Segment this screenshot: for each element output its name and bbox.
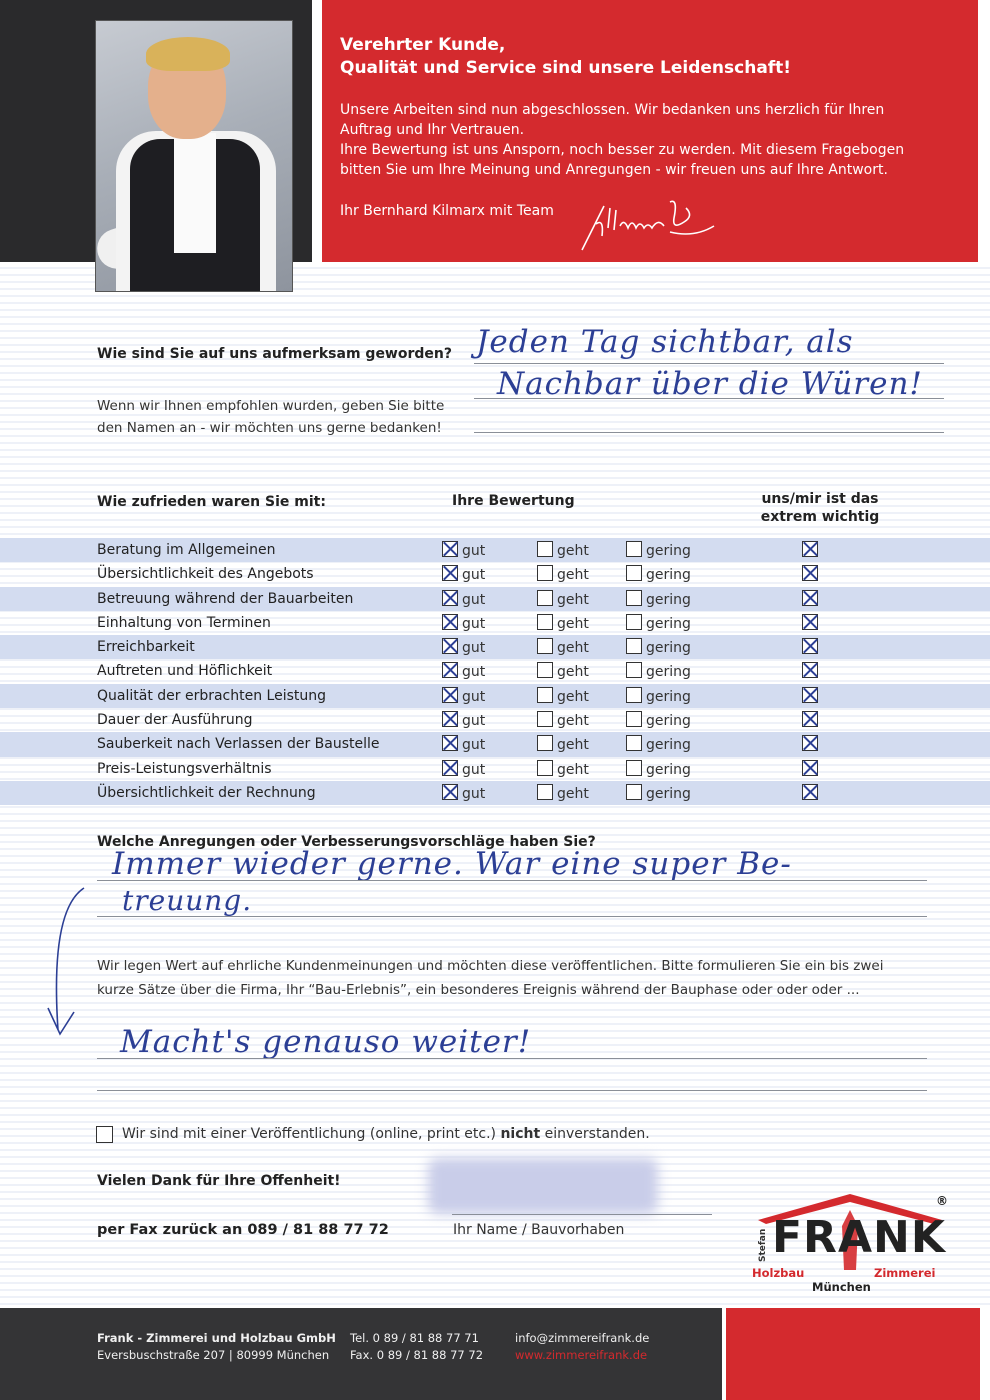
- testimonial-prompt: Wir legen Wert auf ehrliche Kundenmeinungen und möchten diese veröffentlichen. Bitte formulieren Sie ein bis zwei kurze Sätze über die Firma, Ihr “Bau-Erlebnis”, ein besonderes Ereignis während der Bauphase oder oder oder ...: [97, 958, 884, 998]
- rating-option-gut: [442, 565, 485, 583]
- suggestions-answer-line2[interactable]: treuung.: [122, 884, 253, 917]
- rating-option-label: geht: [557, 640, 589, 657]
- rating-option-label: gut: [462, 567, 486, 584]
- rating-option-label: gut: [462, 713, 486, 730]
- rating-checkbox-geht[interactable]: [537, 541, 553, 557]
- handwritten-signature: [574, 188, 724, 258]
- rating-row-label: Sauberkeit nach Verlassen der Baustelle: [97, 736, 380, 753]
- answer-rule: [97, 1090, 927, 1091]
- importance-checkbox[interactable]: [802, 687, 818, 703]
- rating-option-label: gering: [646, 664, 691, 681]
- rating-option-geht: [537, 662, 589, 680]
- rating-option-label: gut: [462, 688, 486, 705]
- rating-checkbox-gut[interactable]: [442, 687, 458, 703]
- intro-panel: [322, 0, 978, 262]
- importance-cell: [802, 614, 818, 634]
- importance-cell: [802, 590, 818, 610]
- importance-checkbox[interactable]: [802, 662, 818, 678]
- importance-cell: [802, 638, 818, 658]
- importance-column-heading: uns/mir ist das extrem wichtig: [760, 491, 880, 525]
- rating-checkbox-gering[interactable]: [626, 590, 642, 606]
- rating-option-gut: [442, 541, 485, 559]
- rating-option-gering: [626, 614, 691, 632]
- rating-option-label: geht: [557, 737, 589, 754]
- importance-checkbox[interactable]: [802, 565, 818, 581]
- rating-option-gut: [442, 760, 485, 778]
- footer-web[interactable]: www.zimmereifrank.de: [515, 1348, 648, 1362]
- rating-row: [0, 562, 990, 586]
- importance-checkbox[interactable]: [802, 590, 818, 606]
- rating-checkbox-geht[interactable]: [537, 784, 553, 800]
- importance-cell: [802, 541, 818, 561]
- logo-brand: FRANK: [772, 1212, 946, 1263]
- answer-rule: [97, 880, 927, 881]
- rating-column-heading: Ihre Bewertung: [452, 493, 575, 509]
- consent-text: Wir sind mit einer Veröffentlichung (online, print etc.) nicht einverstanden.: [122, 1126, 650, 1142]
- rating-row: [0, 781, 990, 805]
- rating-table: [0, 538, 990, 805]
- rating-row: [0, 611, 990, 635]
- rating-row-label: Übersichtlichkeit des Angebots: [97, 566, 314, 583]
- logo-zimmerei: Zimmerei: [874, 1266, 936, 1280]
- answer-rule: [474, 432, 944, 433]
- rating-row-label: Betreuung während der Bauarbeiten: [97, 590, 354, 607]
- rating-option-label: geht: [557, 591, 589, 608]
- rating-checkbox-gut[interactable]: [442, 711, 458, 727]
- rating-checkbox-gering[interactable]: [626, 662, 642, 678]
- rating-option-gut: [442, 590, 485, 608]
- rating-row-label: Erreichbarkeit: [97, 639, 195, 656]
- rating-option-geht: [537, 541, 589, 559]
- rating-option-label: gering: [646, 688, 691, 705]
- rating-option-geht: [537, 638, 589, 656]
- rating-option-label: gering: [646, 713, 691, 730]
- footer-fax: Fax. 0 89 / 81 88 77 72: [350, 1348, 484, 1362]
- rating-row-label: Auftreten und Höflichkeit: [97, 663, 273, 680]
- rating-option-gering: [626, 687, 691, 705]
- rating-option-gut: [442, 735, 485, 753]
- rating-option-geht: [537, 784, 589, 802]
- rating-option-gut: [442, 687, 485, 705]
- rating-option-label: gut: [462, 785, 486, 802]
- rating-row-label: Preis-Leistungsverhältnis: [97, 760, 272, 777]
- rating-row: [0, 757, 990, 781]
- rating-option-label: gering: [646, 737, 691, 754]
- importance-checkbox[interactable]: [802, 735, 818, 751]
- rating-row: [0, 708, 990, 732]
- rating-option-gering: [626, 711, 691, 729]
- importance-cell: [802, 711, 818, 731]
- rating-option-gut: [442, 614, 485, 632]
- rating-checkbox-gut[interactable]: [442, 590, 458, 606]
- referral-answer-line1[interactable]: Jeden Tag sichtbar, als: [476, 324, 854, 360]
- rating-row-label: Einhaltung von Terminen: [97, 614, 271, 631]
- rating-checkbox-gering[interactable]: [626, 614, 642, 630]
- footer-contact-block: [515, 1330, 649, 1364]
- intro-title: Verehrter Kunde, Qualität und Service sind unsere Leidenschaft!: [340, 35, 792, 78]
- rating-row: [0, 659, 990, 683]
- rating-option-label: geht: [557, 761, 589, 778]
- footer-company-block: [97, 1330, 336, 1364]
- referral-question: Wie sind Sie auf uns aufmerksam geworden?: [97, 346, 452, 362]
- footer-email[interactable]: info@zimmereifrank.de: [515, 1331, 650, 1345]
- thanks-text: Vielen Dank für Ihre Offenheit!: [97, 1173, 341, 1189]
- rating-checkbox-geht[interactable]: [537, 760, 553, 776]
- rating-row-label: Beratung im Allgemeinen: [97, 542, 276, 558]
- rating-checkbox-gut[interactable]: [442, 662, 458, 678]
- redacted-name: [428, 1158, 658, 1214]
- rating-option-gut: [442, 638, 485, 656]
- rating-checkbox-gut[interactable]: [442, 735, 458, 751]
- importance-cell: [802, 735, 818, 755]
- rating-checkbox-gut[interactable]: [442, 565, 458, 581]
- rating-option-geht: [537, 614, 589, 632]
- rating-row: [0, 732, 990, 756]
- intro-text: Unsere Arbeiten sind nun abgeschlossen. Wir bedanken uns herzlich für Ihren Auftrag und Ihr Vertrauen. Ihre Bewertung ist uns Ansporn, noch besser zu werden. Mit diesem Fragebogen bitten Sie um Ihre Meinung und Anregungen - wir freuen uns auf Ihre Antwort.: [340, 102, 905, 178]
- importance-checkbox[interactable]: [802, 760, 818, 776]
- rating-row: [0, 684, 990, 708]
- rating-checkbox-gering[interactable]: [626, 784, 642, 800]
- rating-option-label: geht: [557, 543, 589, 559]
- importance-checkbox[interactable]: [802, 541, 818, 557]
- rating-checkbox-gut[interactable]: [442, 541, 458, 557]
- rating-option-label: gut: [462, 615, 486, 632]
- rating-option-gering: [626, 590, 691, 608]
- rating-option-label: gering: [646, 591, 691, 608]
- rating-option-label: geht: [557, 567, 589, 584]
- rating-checkbox-gut[interactable]: [442, 638, 458, 654]
- footer-company: Frank - Zimmerei und Holzbau GmbH: [97, 1331, 336, 1345]
- rating-checkbox-gut[interactable]: [442, 760, 458, 776]
- rating-option-gering: [626, 565, 691, 583]
- rating-row: [0, 587, 990, 611]
- suggestions-answer-line1[interactable]: Immer wieder gerne. War eine super Be-: [112, 846, 792, 882]
- rating-option-label: gut: [462, 591, 486, 608]
- rating-option-label: gut: [462, 664, 486, 681]
- rating-row-label: Dauer der Ausführung: [97, 712, 253, 729]
- sign-off: Ihr Bernhard Kilmarx mit Team: [340, 203, 554, 219]
- rating-option-geht: [537, 735, 589, 753]
- rating-option-label: gering: [646, 567, 691, 584]
- testimonial-answer[interactable]: Macht's genauso weiter!: [120, 1024, 532, 1060]
- rating-checkbox-gering[interactable]: [626, 638, 642, 654]
- rating-checkbox-geht[interactable]: [537, 638, 553, 654]
- rating-checkbox-geht[interactable]: [537, 687, 553, 703]
- rating-checkbox-gering[interactable]: [626, 565, 642, 581]
- rating-option-gut: [442, 662, 485, 680]
- rating-option-label: geht: [557, 785, 589, 802]
- logo-holzbau: Holzbau: [752, 1266, 805, 1280]
- rating-option-geht: [537, 590, 589, 608]
- rating-row: [0, 538, 990, 562]
- rating-option-label: geht: [557, 664, 589, 681]
- rating-checkbox-geht[interactable]: [537, 614, 553, 630]
- answer-rule: [474, 398, 944, 399]
- portrait-photo: [95, 20, 293, 292]
- rating-option-label: gut: [462, 761, 486, 778]
- rating-checkbox-geht[interactable]: [537, 590, 553, 606]
- rating-heading: Wie zufrieden waren Sie mit:: [97, 494, 326, 510]
- importance-cell: [802, 687, 818, 707]
- rating-checkbox-geht[interactable]: [537, 711, 553, 727]
- name-rule: [452, 1214, 712, 1215]
- rating-checkbox-gut[interactable]: [442, 614, 458, 630]
- rating-option-label: gering: [646, 640, 691, 657]
- fax-number: per Fax zurück an 089 / 81 88 77 72: [97, 1222, 389, 1238]
- importance-cell: [802, 662, 818, 682]
- rating-checkbox-gering[interactable]: [626, 687, 642, 703]
- rating-checkbox-gering[interactable]: [626, 541, 642, 557]
- referral-hint: Wenn wir Ihnen empfohlen wurden, geben Sie bitte den Namen an - wir möchten uns gerne bedanken!: [97, 398, 445, 436]
- rating-option-label: gut: [462, 737, 486, 754]
- answer-rule: [474, 363, 944, 364]
- rating-checkbox-gering[interactable]: [626, 735, 642, 751]
- rating-checkbox-geht[interactable]: [537, 662, 553, 678]
- rating-option-gering: [626, 638, 691, 656]
- logo-stefan: Stefan: [758, 1228, 768, 1262]
- rating-checkbox-gering[interactable]: [626, 711, 642, 727]
- rating-option-gering: [626, 662, 691, 680]
- answer-rule: [97, 1058, 927, 1059]
- importance-cell: [802, 784, 818, 804]
- importance-cell: [802, 565, 818, 585]
- rating-row-label: Qualität der erbrachten Leistung: [97, 687, 327, 704]
- rating-option-gering: [626, 735, 691, 753]
- rating-option-label: gering: [646, 785, 691, 802]
- importance-checkbox[interactable]: [802, 784, 818, 800]
- rating-option-label: gering: [646, 543, 691, 559]
- frank-logo: [750, 1190, 950, 1295]
- consent-checkbox[interactable]: [96, 1126, 113, 1143]
- rating-option-geht: [537, 565, 589, 583]
- footer-phone-block: [350, 1330, 483, 1364]
- rating-option-geht: [537, 760, 589, 778]
- rating-checkbox-geht[interactable]: [537, 565, 553, 581]
- rating-option-gering: [626, 541, 691, 559]
- rating-option-geht: [537, 687, 589, 705]
- name-label: Ihr Name / Bauvorhaben: [453, 1222, 625, 1238]
- footer: [0, 1308, 990, 1400]
- importance-checkbox[interactable]: [802, 614, 818, 630]
- logo-city: München: [812, 1280, 871, 1294]
- suggestions-question: Welche Anregungen oder Verbesserungsvorschläge haben Sie?: [97, 834, 596, 850]
- rating-option-label: geht: [557, 615, 589, 632]
- referral-answer-line2[interactable]: Nachbar über die Würen!: [497, 366, 923, 402]
- rating-option-label: gering: [646, 761, 691, 778]
- rating-option-label: gering: [646, 615, 691, 632]
- rating-option-gering: [626, 784, 691, 802]
- rating-checkbox-gut[interactable]: [442, 784, 458, 800]
- arrow-mark: [40, 880, 90, 1050]
- footer-address: Eversbuschstraße 207 | 80999 München: [97, 1348, 330, 1362]
- rating-row: [0, 635, 990, 659]
- rating-option-label: geht: [557, 713, 589, 730]
- rating-option-gut: [442, 784, 485, 802]
- importance-checkbox[interactable]: [802, 638, 818, 654]
- logo-registered: ®: [936, 1194, 948, 1208]
- rating-option-label: geht: [557, 688, 589, 705]
- footer-tel: Tel. 0 89 / 81 88 77 71: [350, 1331, 479, 1345]
- answer-rule: [97, 916, 927, 917]
- rating-checkbox-gering[interactable]: [626, 760, 642, 776]
- rating-option-gut: [442, 711, 485, 729]
- rating-option-label: gut: [462, 640, 486, 657]
- rating-row-label: Übersichtlichkeit der Rechnung: [97, 784, 316, 801]
- rating-option-gering: [626, 760, 691, 778]
- rating-checkbox-geht[interactable]: [537, 735, 553, 751]
- rating-option-label: gut: [462, 543, 486, 559]
- importance-cell: [802, 760, 818, 780]
- importance-checkbox[interactable]: [802, 711, 818, 727]
- rating-option-geht: [537, 711, 589, 729]
